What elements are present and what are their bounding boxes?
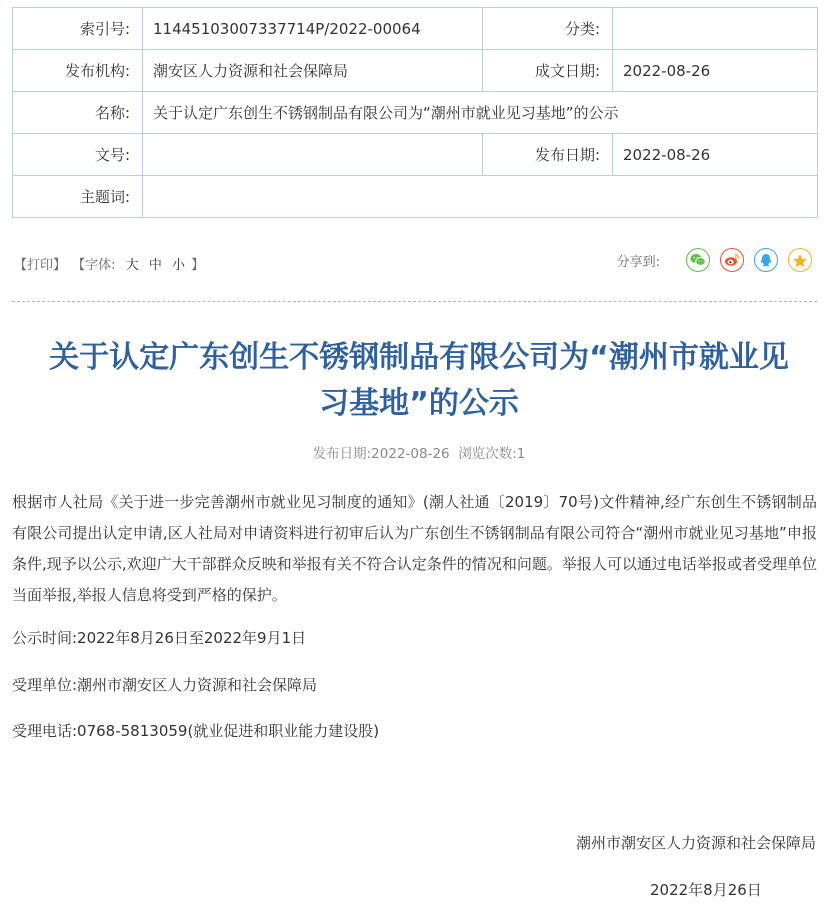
font-size-label: 【字体:: [72, 258, 116, 273]
document-meta-table: [12, 7, 818, 218]
toolbar-tools: [14, 254, 206, 273]
share-weibo-button[interactable]: [720, 248, 744, 272]
share-qq-button[interactable]: [754, 248, 778, 272]
font-small-button[interactable]: 小: [172, 258, 186, 273]
meta-row-name: [13, 92, 818, 134]
font-large-button[interactable]: 大: [125, 258, 139, 273]
docno-label: 文号:: [13, 134, 143, 176]
font-size-close: 】: [191, 258, 205, 273]
body-paragraph: 根据市人社局《关于进一步完善潮州市就业见习制度的通知》(潮人社通〔2019〕70号)文件精神,经广东创生不锈钢制品有限公司提出认定申请,区人社局对申请资料进行初审后认为广东创生不锈钢制品有限公司符合“潮州市就业见习基地”申报条件,现予以公示,欢迎广大干部群众反映和举报有关不符合认定条件的情况和问题。举报人可以通过电话举报或者受理单位当面举报,举报人信息将受到严格的保护。: [12, 493, 817, 604]
article-title: [0, 335, 838, 427]
published-date-label: 发布日期:: [483, 134, 613, 176]
weibo-icon: [724, 253, 740, 267]
print-button[interactable]: 【打印】: [14, 258, 67, 273]
keywords-label: 主题词:: [13, 176, 143, 218]
notice-period: 公示时间:2022年8月26日至2022年9月1日: [12, 629, 307, 647]
article-title-line1: 关于认定广东创生不锈钢制品有限公司为“潮州市就业见: [49, 340, 789, 375]
content-divider: [12, 301, 817, 302]
article-body: [12, 487, 817, 741]
signature-date: 2022年8月26日: [650, 881, 762, 899]
created-date-value: 2022-08-26: [613, 50, 818, 92]
contact-phone: 受理电话:0768-5813059(就业促进和职业能力建设股): [12, 722, 380, 740]
article-info: 发布日期:2022-08-26 浏览次数:1: [312, 446, 526, 462]
name-value: 关于认定广东创生不锈钢制品有限公司为“潮州市就业见习基地”的公示: [143, 92, 818, 134]
meta-row-index: [13, 8, 818, 50]
font-medium-button[interactable]: 中: [148, 258, 162, 273]
meta-row-keywords: [13, 176, 818, 218]
issuer-label: 发布机构:: [13, 50, 143, 92]
index-label: 索引号:: [13, 8, 143, 50]
qzone-icon: [792, 253, 808, 268]
created-date-label: 成文日期:: [483, 50, 613, 92]
meta-row-issuer: [13, 50, 818, 92]
signature-organization: 潮州市潮安区人力资源和社会保障局: [575, 834, 816, 852]
share-wechat-button[interactable]: [686, 248, 710, 272]
share-bar: [617, 248, 812, 272]
docno-value: [143, 134, 483, 176]
share-qzone-button[interactable]: [788, 248, 812, 272]
article-title-line2: 习基地”的公示: [319, 386, 519, 421]
published-date-value: 2022-08-26: [613, 134, 818, 176]
category-label: 分类:: [483, 8, 613, 50]
index-value: 11445103007337714P/2022-00064: [143, 8, 483, 50]
meta-row-docno: [13, 134, 818, 176]
share-label: 分享到:: [616, 254, 660, 270]
wechat-icon: [690, 253, 706, 267]
article-toolbar: [14, 248, 812, 278]
accepting-unit: 受理单位:潮州市潮安区人力资源和社会保障局: [12, 676, 318, 694]
keywords-value: [143, 176, 818, 218]
issuer-value: 潮安区人力资源和社会保障局: [143, 50, 483, 92]
category-value: [613, 8, 818, 50]
name-label: 名称:: [13, 92, 143, 134]
qq-icon: [759, 253, 773, 268]
